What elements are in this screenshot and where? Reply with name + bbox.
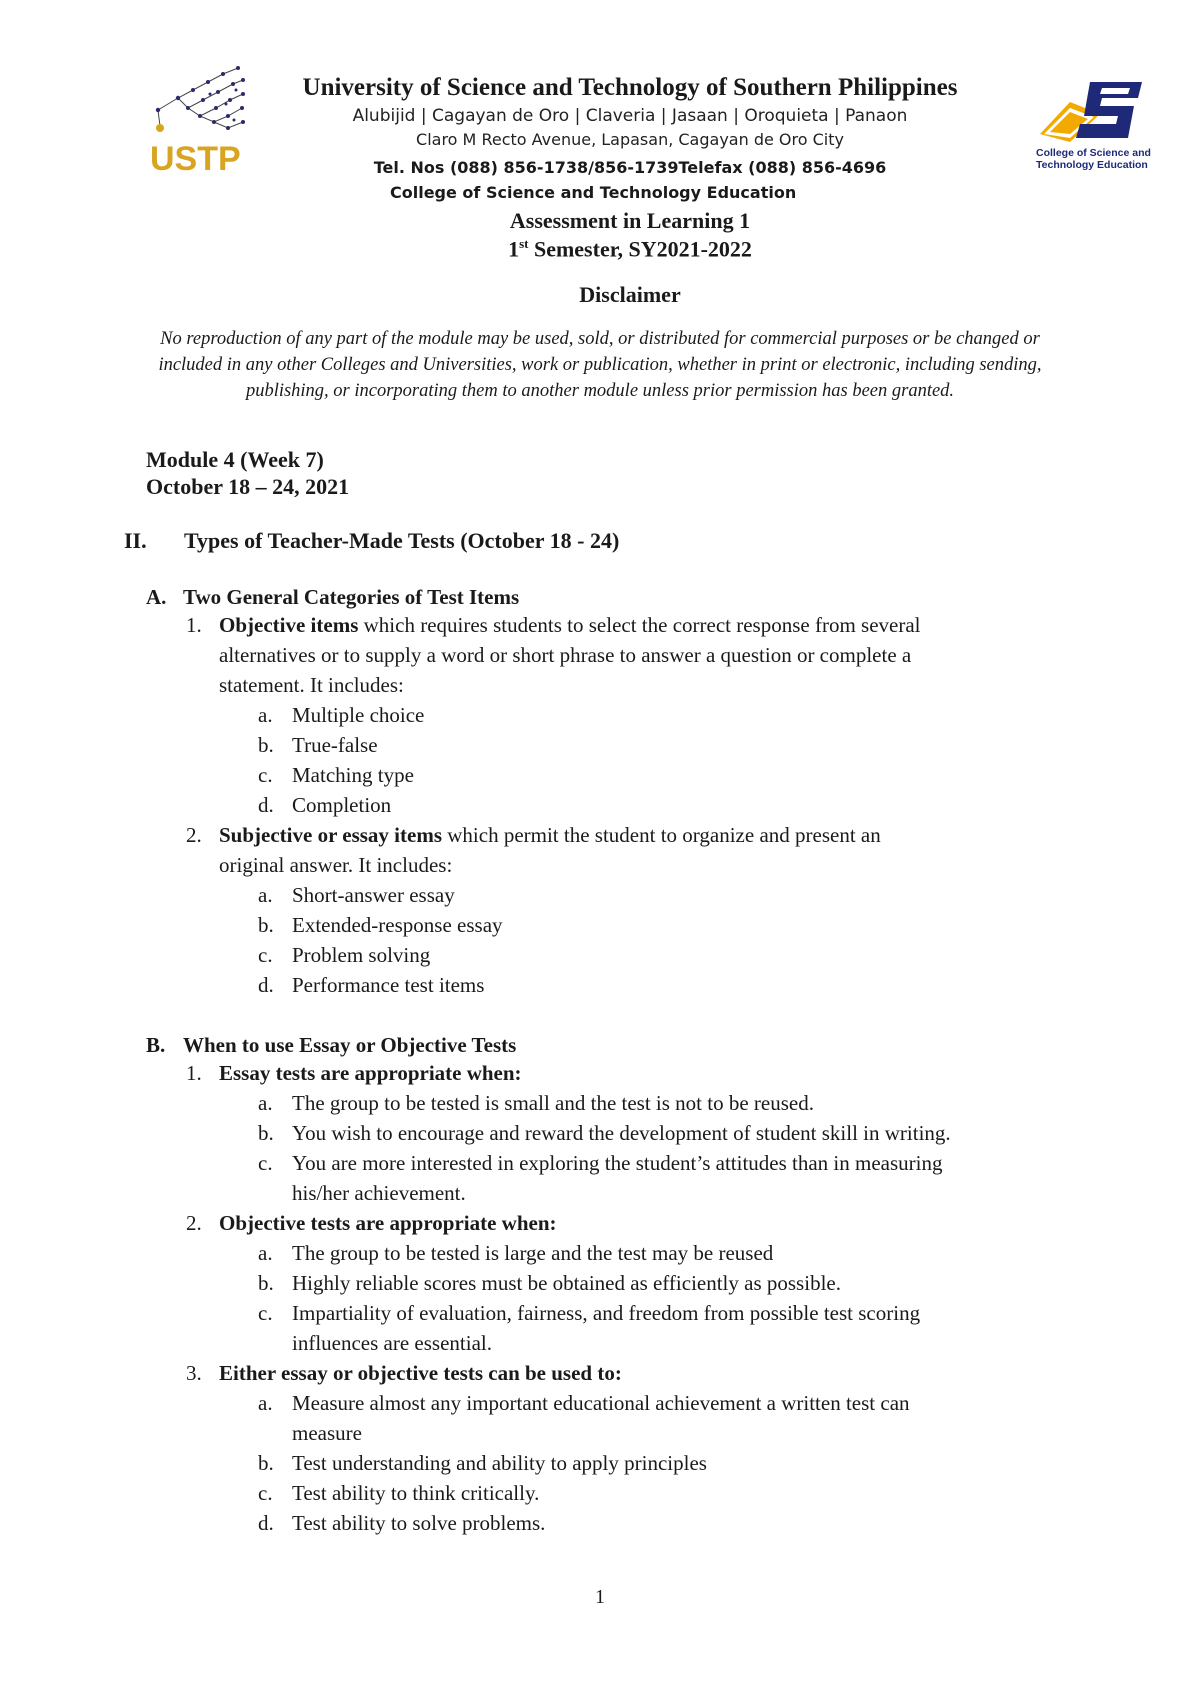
list-item-marker: a.: [258, 1391, 273, 1415]
part-b-item3-num: 3.: [186, 1361, 202, 1385]
part-b-letter: B.: [146, 1033, 166, 1057]
list-item-marker: d.: [258, 1511, 274, 1535]
disclaimer-title: Disclaimer: [579, 282, 681, 307]
part-b-item3-heading: Either essay or objective tests can be used to:: [219, 1361, 622, 1385]
semester-rest: Semester, SY2021-2022: [528, 236, 752, 262]
list-item-marker: a.: [258, 1241, 273, 1265]
part-a-item1-line2: alternatives or to supply a word or short phrase to answer a question or complete a: [219, 643, 912, 667]
list-item-marker: a.: [258, 703, 273, 727]
list-item: Highly reliable scores must be obtained as efficiently as possible.: [292, 1271, 841, 1295]
list-item: The group to be tested is small and the test is not to be reused.: [292, 1091, 814, 1115]
part-a-title: Two General Categories of Test Items: [183, 585, 520, 609]
list-item-marker: d.: [258, 793, 274, 817]
university-name: University of Science and Technology of Southern Philippines: [302, 74, 958, 101]
list-item: Problem solving: [292, 943, 431, 967]
module-dates: October 18 – 24, 2021: [146, 474, 350, 499]
list-item-continued: measure: [292, 1421, 362, 1445]
list-item-marker: b.: [258, 1121, 274, 1145]
module-title: Module 4 (Week 7): [146, 447, 324, 472]
list-item: Multiple choice: [292, 703, 425, 727]
part-a-item2-num: 2.: [186, 823, 202, 847]
list-item-continued: his/her achievement.: [292, 1181, 466, 1205]
list-item: You wish to encourage and reward the development of student skill in writing.: [292, 1121, 951, 1145]
list-item: Test ability to think critically.: [292, 1481, 540, 1505]
part-b-title: When to use Essay or Objective Tests: [183, 1033, 517, 1057]
semester-ordinal: st: [519, 236, 529, 251]
list-item-marker: b.: [258, 913, 274, 937]
list-item: Matching type: [292, 763, 414, 787]
course-title: Assessment in Learning 1: [509, 208, 751, 233]
list-item-marker: c.: [258, 1151, 273, 1175]
section-number: II.: [124, 528, 147, 553]
objective-items-term: Objective items: [219, 613, 359, 637]
cste-logo-text-2: Technology Education: [1036, 159, 1148, 171]
part-a-item1-line1: [219, 610, 921, 640]
list-item-marker: c.: [258, 943, 273, 967]
disclaimer-text: No reproduction of any part of the module may be used, sold, or distributed for commercial purposes or be changed or included in any other Colleges and Universities, work or publication, whether in print or electronic, including sending, publishing, or incorporating them to another module unless prior permission has been granted.: [158, 329, 1042, 401]
part-a-letter: A.: [146, 585, 167, 609]
module-heading: [146, 446, 349, 500]
list-item-marker: b.: [258, 1451, 274, 1475]
part-a-item2-line2: original answer. It includes:: [219, 853, 453, 877]
part-b-item2-num: 2.: [186, 1211, 202, 1235]
list-item: Test ability to solve problems.: [292, 1511, 546, 1535]
list-item: Impartiality of evaluation, fairness, and freedom from possible test scoring: [292, 1301, 921, 1325]
part-a-item1-line3: statement. It includes:: [219, 673, 404, 697]
campus-list: Alubijid | Cagayan de Oro | Claveria | Jasaan | Oroquieta | Panaon: [352, 106, 908, 126]
part-a-item2-line1: [219, 820, 881, 850]
section-title: Types of Teacher-Made Tests (October 18 - 24): [184, 528, 620, 553]
list-item-marker: b.: [258, 1271, 274, 1295]
telephone-numbers: Tel. Nos (088) 856-1738/856-1739Telefax (088) 856-4696: [373, 158, 887, 177]
college-name: College of Science and Technology Education: [390, 183, 797, 202]
university-address: Claro M Recto Avenue, Lapasan, Cagayan de Oro City: [416, 130, 844, 149]
list-item-marker: b.: [258, 733, 274, 757]
list-item-marker: c.: [258, 1301, 273, 1325]
ustp-logo: [148, 60, 278, 180]
list-item: True-false: [292, 733, 378, 757]
semester-line: [260, 236, 1000, 262]
part-a-item1-num: 1.: [186, 613, 202, 637]
list-item-marker: a.: [258, 883, 273, 907]
subjective-items-term: Subjective or essay items: [219, 823, 442, 847]
list-item: Measure almost any important educational achievement a written test can: [292, 1391, 910, 1415]
list-item: Performance test items: [292, 973, 485, 997]
list-item: Extended-response essay: [292, 913, 503, 937]
cste-logo: [1030, 72, 1170, 172]
list-item-marker: c.: [258, 763, 273, 787]
page-number: 1: [595, 1586, 605, 1608]
part-b-item1-num: 1.: [186, 1061, 202, 1085]
ustp-logo-text: USTP: [150, 140, 241, 178]
cste-logo-mark: [1030, 72, 1170, 172]
part-b-item2-heading: Objective tests are appropriate when:: [219, 1211, 557, 1235]
list-item-marker: d.: [258, 973, 274, 997]
semester-number: 1: [508, 236, 520, 262]
list-item-marker: a.: [258, 1091, 273, 1115]
subjective-items-text1: which permit the student to organize and present an: [442, 823, 881, 847]
ustp-logo-mark: [148, 60, 278, 180]
list-item: The group to be tested is large and the test may be reused: [292, 1241, 774, 1265]
list-item: Short-answer essay: [292, 883, 455, 907]
cste-logo-text-1: College of Science and: [1036, 147, 1151, 159]
list-item: You are more interested in exploring the student’s attitudes than in measuring: [292, 1151, 943, 1175]
list-item-marker: c.: [258, 1481, 273, 1505]
objective-items-text1: which requires students to select the correct response from several: [358, 613, 921, 637]
list-item: Completion: [292, 793, 392, 817]
list-item-continued: influences are essential.: [292, 1331, 492, 1355]
list-item: Test understanding and ability to apply principles: [292, 1451, 707, 1475]
part-b-item1-heading: Essay tests are appropriate when:: [219, 1061, 522, 1085]
